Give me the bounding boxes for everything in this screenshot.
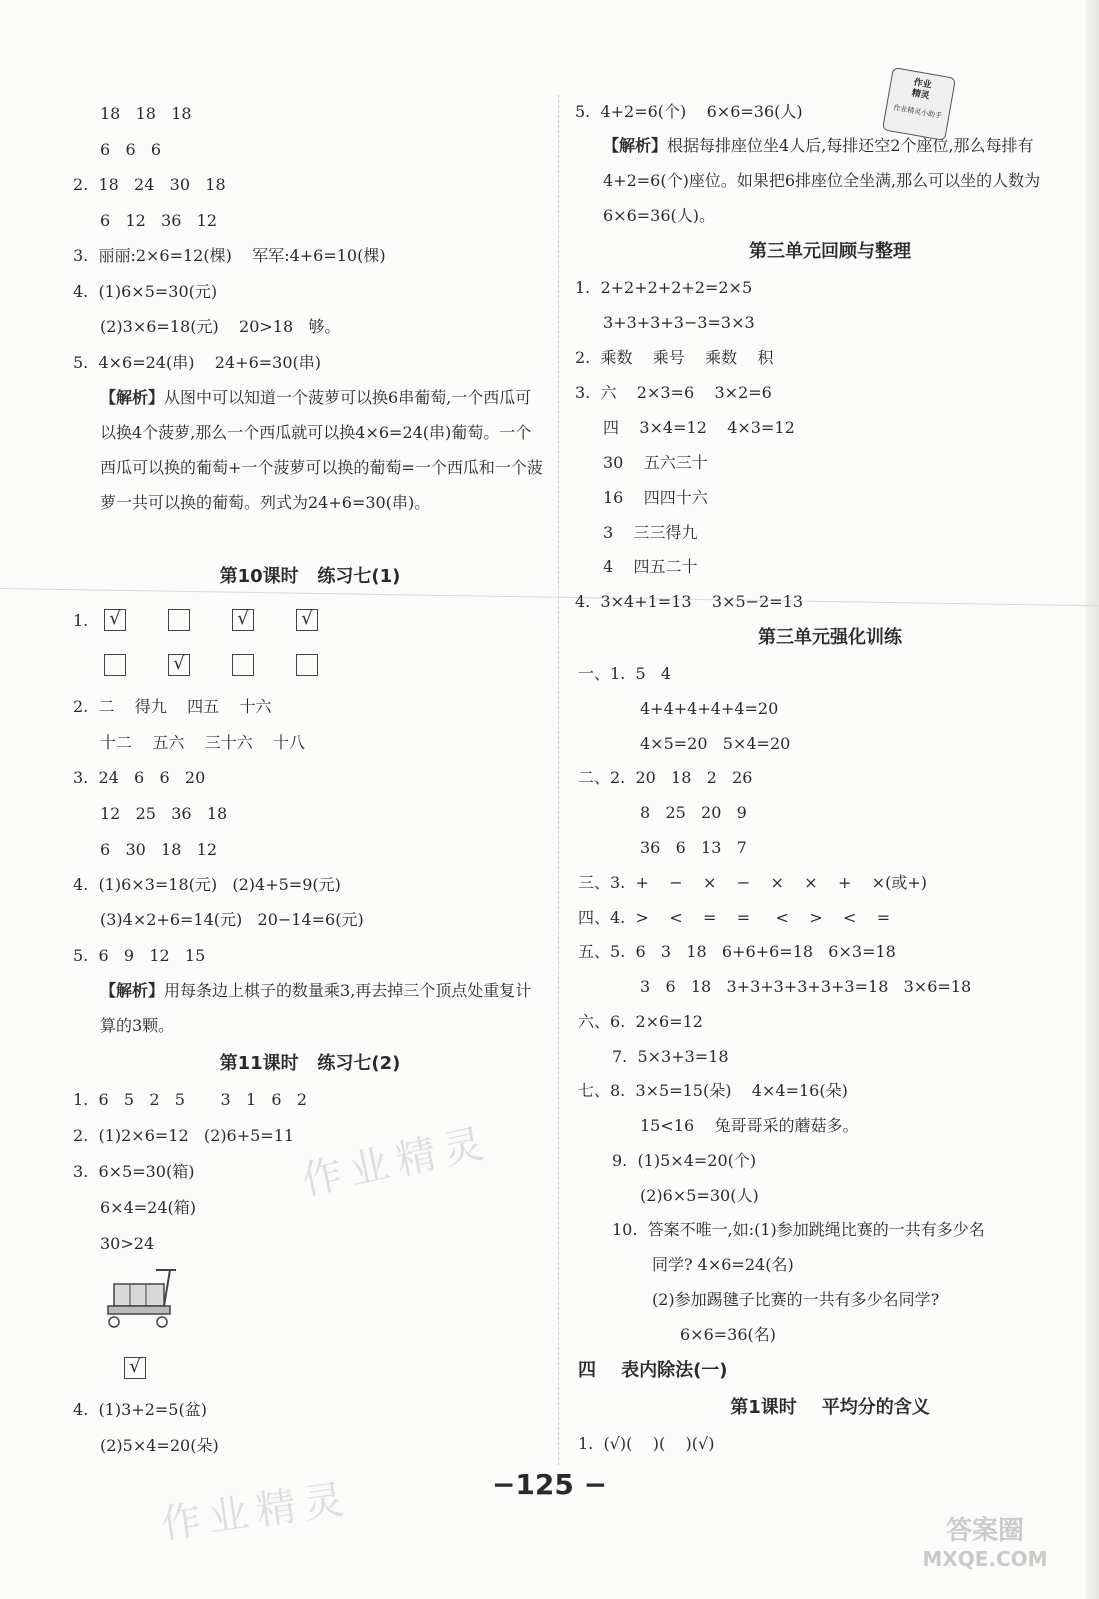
- answer-line: 2. (1)2×6=12 (2)6+5=11: [73, 1126, 295, 1145]
- analysis-tag: 【解析】: [100, 388, 165, 407]
- answer-line: 同学? 4×6=24(名): [652, 1255, 794, 1274]
- analysis-paragraph: [100, 380, 545, 520]
- answer-line: 18 18 18: [100, 104, 192, 123]
- page-number: −125 −: [491, 1468, 608, 1501]
- answer-line: 15<16 兔哥哥采的蘑菇多。: [640, 1116, 859, 1135]
- section-heading: 第三单元回顾与整理: [749, 241, 911, 262]
- watermark: 作业精灵: [158, 1475, 355, 1549]
- watermark-logo: 答案圈 MXQE.COM: [922, 1516, 1048, 1571]
- answer-line: 6 6 6: [100, 140, 162, 159]
- lesson-heading: 第11课时 练习七(2): [219, 1053, 401, 1074]
- answer-line: 4+4+4+4+4=20: [640, 699, 779, 718]
- stamp-logo: 作业 精灵 作业精灵小助手: [882, 67, 956, 141]
- answer-line: 一、1. 5 4: [578, 664, 672, 683]
- checkbox: [168, 609, 190, 631]
- analysis-tag: 【解析】: [603, 136, 668, 155]
- checkbox: [232, 654, 254, 676]
- answer-line: 6×4=24(箱): [100, 1198, 197, 1217]
- watermark: 作业精灵: [298, 1119, 496, 1205]
- answer-line: (2)3×6=18(元) 20>18 够。: [100, 317, 341, 336]
- answer-line: 1. (√)( )( )(√): [578, 1434, 715, 1453]
- checkbox: [104, 654, 126, 676]
- checkbox: √: [104, 609, 126, 631]
- answer-line: 30>24: [100, 1234, 155, 1253]
- cart-checkbox: √: [124, 1357, 146, 1379]
- answer-line: 4. (1)6×3=18(元) (2)4+5=9(元): [73, 875, 341, 894]
- analysis-tag: 【解析】: [100, 981, 165, 1000]
- answer-line: 4. (1)3+2=5(盆): [73, 1400, 207, 1419]
- answer-line: (2)5×4=20(朵): [100, 1436, 219, 1455]
- analysis-text: 从图中可以知道一个菠萝可以换6串葡萄,一个西瓜可以换4个菠萝,那么一个西瓜就可以换4×6=24(串)葡萄。一个西瓜可以换的葡萄+一个菠萝可以换的葡萄=一个西瓜和一个菠萝一共可以换的葡萄。列式为24+6=30(串)。: [100, 388, 543, 512]
- answer-line: 2. 乘数 乘号 乘数 积: [575, 348, 774, 367]
- answer-line: 3. 24 6 6 20: [73, 768, 206, 787]
- answer-line: 4 四五二十: [603, 557, 698, 576]
- answer-line: (2)参加踢毽子比赛的一共有多少名同学?: [652, 1290, 940, 1309]
- answer-line: 4. 3×4+1=13 3×5−2=13: [575, 592, 804, 611]
- answer-line: 6 30 18 12: [100, 840, 218, 859]
- answer-line: 6×6=36(名): [680, 1325, 777, 1344]
- answer-line: 五、5. 6 3 18 6+6+6=18 6×3=18: [578, 942, 896, 961]
- checkbox: √: [168, 654, 190, 676]
- answer-line: 6 12 36 12: [100, 211, 218, 230]
- answer-line: 1. 2+2+2+2+2=2×5: [575, 278, 753, 297]
- answer-line: 16 四四十六: [603, 488, 708, 507]
- answer-line: (2)6×5=30(人): [640, 1186, 759, 1205]
- answer-line: 二、2. 20 18 2 26: [578, 768, 753, 787]
- answer-line: 2. 二 得九 四五 十六: [73, 697, 272, 716]
- answer-line: 3 6 18 3+3+3+3+3+3=18 3×6=18: [640, 977, 972, 996]
- answer-line: 5. 6 9 12 15: [73, 946, 206, 965]
- right-column: [560, 0, 1080, 1599]
- answer-line: 12 25 36 18: [100, 804, 228, 823]
- lesson-heading: 第1课时 平均分的含义: [730, 1397, 930, 1418]
- answer-line: 5. 4+2=6(个) 6×6=36(人): [575, 102, 803, 121]
- answer-line: 7. 5×3+3=18: [612, 1047, 729, 1066]
- answer-line: 七、8. 3×5=15(朵) 4×4=16(朵): [578, 1081, 848, 1100]
- page-edge: [1085, 0, 1099, 1599]
- answer-line: 4. (1)6×5=30(元): [73, 282, 218, 301]
- answer-line: 四 3×4=12 4×3=12: [603, 418, 795, 437]
- answer-line: 3. 丽丽:2×6=12(棵) 军军:4+6=10(棵): [73, 246, 386, 265]
- answer-line: 3+3+3+3−3=3×3: [603, 313, 755, 332]
- answer-line: 4×5=20 5×4=20: [640, 734, 791, 753]
- answer-line: (3)4×2+6=14(元) 20−14=6(元): [100, 910, 364, 929]
- checkbox: [296, 654, 318, 676]
- answer-line: 8 25 20 9: [640, 803, 747, 822]
- answer-line: 三、3. + − × − × × + ×(或+): [578, 873, 927, 892]
- answer-line: 3. 6×5=30(箱): [73, 1162, 195, 1181]
- answer-line: 3. 六 2×3=6 3×2=6: [575, 383, 772, 402]
- checkbox: √: [232, 609, 254, 631]
- analysis-text: 根据每排座位坐4人后,每排还空2个座位,那么每排有4+2=6(个)座位。如果把6排座位全坐满,那么可以坐的人数为6×6=36(人)。: [603, 136, 1041, 225]
- analysis-paragraph: [100, 973, 545, 1043]
- answer-line: 2. 18 24 30 18: [73, 175, 226, 194]
- cart-illustration: [100, 1262, 180, 1338]
- analysis-text: 用每条边上棋子的数量乘3,再去掉三个顶点处重复计算的3颗。: [100, 981, 532, 1035]
- answer-line: 3 三三得九: [603, 523, 698, 542]
- chapter-heading: 四 表内除法(一): [578, 1360, 728, 1381]
- answer-line: 9. (1)5×4=20(个): [612, 1151, 757, 1170]
- answer-line: 1. 6 5 2 5 3 1 6 2: [73, 1090, 308, 1109]
- section-heading: 第三单元强化训练: [758, 627, 902, 648]
- answer-line: 六、6. 2×6=12: [578, 1012, 703, 1031]
- analysis-paragraph: [603, 128, 1058, 233]
- answer-line: 四、4. > < = = < > < =: [578, 908, 891, 927]
- answer-line: 10. 答案不唯一,如:(1)参加跳绳比赛的一共有多少名: [612, 1220, 985, 1239]
- checkbox: √: [296, 609, 318, 631]
- answer-line: 36 6 13 7: [640, 838, 747, 857]
- answer-line: 十二 五六 三十六 十八: [100, 733, 306, 752]
- lesson-heading: 第10课时 练习七(1): [219, 566, 401, 587]
- answer-line: 30 五六三十: [603, 453, 708, 472]
- question-label: 1.: [73, 611, 89, 630]
- answer-line: 5. 4×6=24(串) 24+6=30(串): [73, 353, 321, 372]
